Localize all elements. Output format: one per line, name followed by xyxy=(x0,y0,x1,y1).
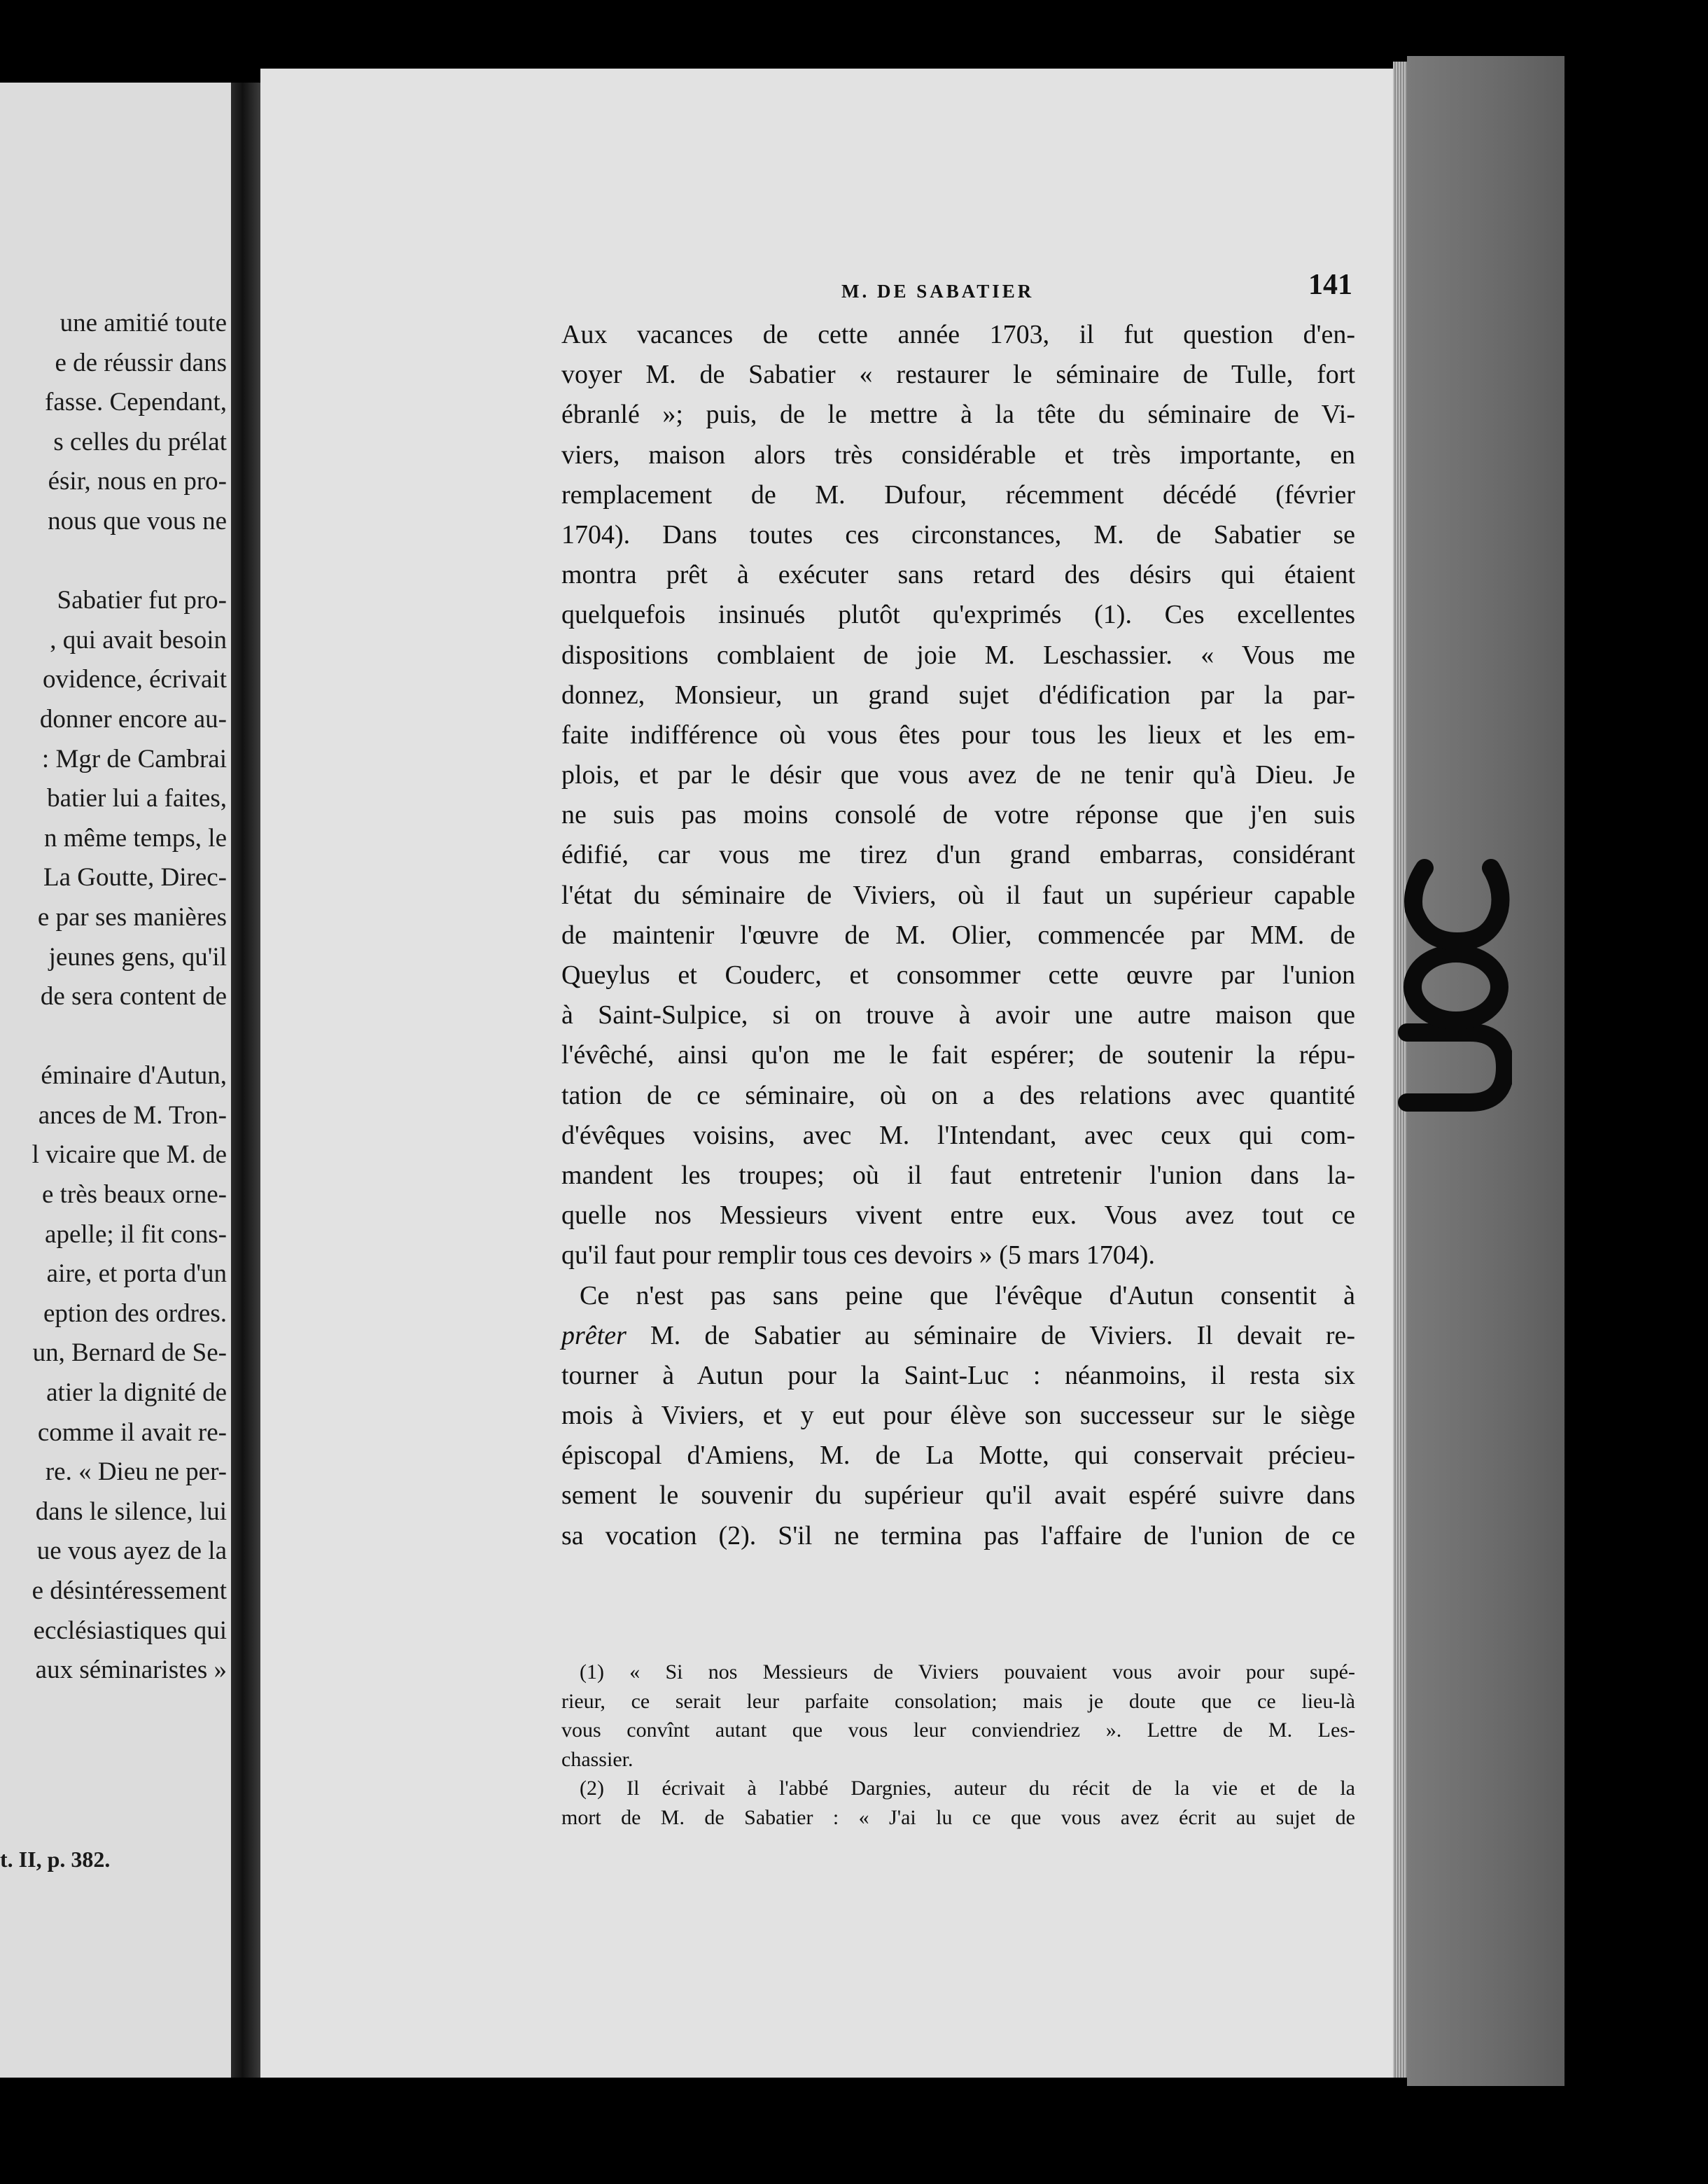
body-line: mandent les troupes; où il faut entretenir l'union dans la- xyxy=(561,1160,1355,1190)
body-line: Queylus et Couderc, et consommer cette œuvre par l'union xyxy=(561,960,1355,990)
italic-word: prêter xyxy=(561,1320,626,1350)
left-line: Sabatier fut pro- xyxy=(57,586,227,615)
body-line: tourner à Autun pour la Saint-Luc : néanmoins, il resta six xyxy=(561,1360,1355,1390)
footnote-line: chassier. xyxy=(561,1747,634,1771)
left-line: e désintéressement xyxy=(31,1576,227,1605)
body-line: édifié, car vous me tirez d'un grand embarras, considérant xyxy=(561,840,1355,870)
left-line: e très beaux orne- xyxy=(41,1180,227,1210)
body-line: 1704). Dans toutes ces circonstances, M. de Sabatier se xyxy=(561,519,1355,550)
body-line: plois, et par le désir que vous avez de ne tenir qu'à Dieu. Je xyxy=(561,760,1355,790)
left-line: aire, et porta d'un xyxy=(46,1259,227,1289)
left-line: e de réussir dans xyxy=(55,348,227,377)
facing-page-text xyxy=(0,304,231,1690)
left-line: l vicaire que M. de xyxy=(31,1140,227,1170)
running-title: M. DE SABATIER xyxy=(841,281,1035,302)
left-line: un, Bernard de Se- xyxy=(32,1338,227,1368)
body-line: épiscopal d'Amiens, M. de La Motte, qui conservait précieu- xyxy=(561,1441,1355,1471)
left-line: comme il avait re- xyxy=(37,1418,227,1447)
footnote-line: (1) « Si nos Messieurs de Viviers pouvaient vous avoir pour supé- xyxy=(580,1660,1355,1684)
body-line: l'état du séminaire de Viviers, où il faut un supérieur capable xyxy=(561,880,1355,910)
body-line-with-italic xyxy=(561,1316,1355,1356)
left-line: , qui avait besoin xyxy=(50,625,227,654)
left-line: s celles du prélat xyxy=(53,427,227,456)
facing-page-left xyxy=(0,83,231,2078)
library-stamp-icon xyxy=(1386,826,1512,1176)
left-line: apelle; il fit cons- xyxy=(45,1219,227,1249)
body-line: à Saint-Sulpice, si on trouve à avoir une autre maison que xyxy=(561,1000,1355,1030)
left-line: une amitié toute xyxy=(59,309,227,337)
body-line: quelquefois insinués plutôt qu'exprimés (1). Ces excellentes xyxy=(561,600,1355,630)
body-line: sa vocation (2). S'il ne termina pas l'affaire de l'union de ce xyxy=(561,1520,1355,1550)
footnote-line: (2) Il écrivait à l'abbé Dargnies, auteur du récit de la vie et de la xyxy=(580,1777,1355,1800)
body-line: faite indifférence où vous êtes pour tous les lieux et les em- xyxy=(561,720,1355,750)
left-line xyxy=(0,1017,231,1057)
left-line: e par ses manières xyxy=(37,902,227,932)
body-line: mois à Viviers, et y eut pour élève son successeur sur le siège xyxy=(561,1401,1355,1431)
body-line: d'évêques voisins, avec M. l'Intendant, avec ceux qui com- xyxy=(561,1120,1355,1150)
body-line: voyer M. de Sabatier « restaurer le séminaire de Tulle, fort xyxy=(561,360,1355,390)
body-line: remplacement de M. Dufour, récemment décédé (février xyxy=(561,479,1355,510)
left-line: donner encore au- xyxy=(39,704,227,734)
body-line: sement le souvenir du supérieur qu'il avait espéré suivre dans xyxy=(561,1480,1355,1511)
body-text xyxy=(561,315,1355,1556)
left-line: n même temps, le xyxy=(44,823,227,853)
book-gutter xyxy=(231,83,260,2078)
left-line xyxy=(0,542,231,582)
left-line: ésir, nous en pro- xyxy=(48,467,227,496)
left-line: nous que vous ne xyxy=(48,506,227,536)
left-line: éminaire d'Autun, xyxy=(41,1061,227,1091)
left-line: ue vous ayez de la xyxy=(36,1536,227,1566)
footnotes xyxy=(561,1658,1355,1832)
body-line: Aux vacances de cette année 1703, il fut question d'en- xyxy=(561,320,1355,349)
body-line: ne suis pas moins consolé de votre réponse que j'en suis xyxy=(561,800,1355,830)
body-line: tation de ce séminaire, où on a des relations avec quantité xyxy=(561,1080,1355,1110)
footnote-line: rieur, ce serait leur parfaite consolation; mais je doute que ce lieu-là xyxy=(561,1689,1355,1713)
body-line: quelle nos Messieurs vivent entre eux. Vous avez tout ce xyxy=(561,1200,1355,1231)
left-line: jeunes gens, qu'il xyxy=(48,942,227,972)
footnote-line: vous convînt autant que vous leur conviendriez ». Lettre de M. Les- xyxy=(561,1718,1355,1742)
left-line: batier lui a faites, xyxy=(47,784,227,813)
left-line: ovidence, écrivait xyxy=(43,665,227,694)
footnote-line: mort de M. de Sabatier : « J'ai lu ce que vous avez écrit au sujet de xyxy=(561,1805,1355,1829)
left-line: ances de M. Tron- xyxy=(38,1100,227,1130)
left-line: de sera content de xyxy=(40,982,227,1011)
body-line: donnez, Monsieur, un grand sujet d'édification par la par- xyxy=(561,680,1355,710)
left-line: atier la dignité de xyxy=(46,1378,227,1408)
left-line: re. « Dieu ne per- xyxy=(45,1457,227,1487)
left-line: dans le silence, lui xyxy=(35,1497,227,1526)
body-line: l'évêché, ainsi qu'on me le fait espérer; de soutenir la répu- xyxy=(561,1040,1355,1070)
running-head xyxy=(568,268,1352,310)
body-line: ébranlé »; puis, de le mettre à la tête du séminaire de Vi- xyxy=(561,400,1355,430)
body-line: dispositions comblaient de joie M. Leschassier. « Vous me xyxy=(561,640,1355,670)
left-line: fasse. Cependant, xyxy=(45,388,227,417)
main-page xyxy=(260,69,1393,2078)
page-number: 141 xyxy=(1308,269,1352,301)
left-line: aux séminaristes » xyxy=(35,1656,227,1685)
left-line: eption des ordres. xyxy=(43,1298,227,1328)
body-line: de maintenir l'œuvre de M. Olier, commencée par MM. de xyxy=(561,920,1355,950)
left-line: : Mgr de Cambrai xyxy=(41,744,227,774)
body-line: viers, maison alors très considérable et très importante, en xyxy=(561,440,1355,470)
left-page-reference: t. II, p. 382. xyxy=(0,1847,111,1872)
body-line: qu'il faut pour remplir tous ces devoirs » (5 mars 1704). xyxy=(561,1240,1155,1270)
body-line: montra prêt à exécuter sans retard des désirs qui étaient xyxy=(561,560,1355,590)
left-line: La Goutte, Direc- xyxy=(43,863,227,892)
left-line: ecclésiastiques qui xyxy=(33,1616,227,1645)
body-line-rest: M. de Sabatier au séminaire de Viviers. Il devait re- xyxy=(650,1320,1356,1350)
body-line: Ce n'est pas sans peine que l'évêque d'Autun consentit à xyxy=(580,1280,1355,1310)
